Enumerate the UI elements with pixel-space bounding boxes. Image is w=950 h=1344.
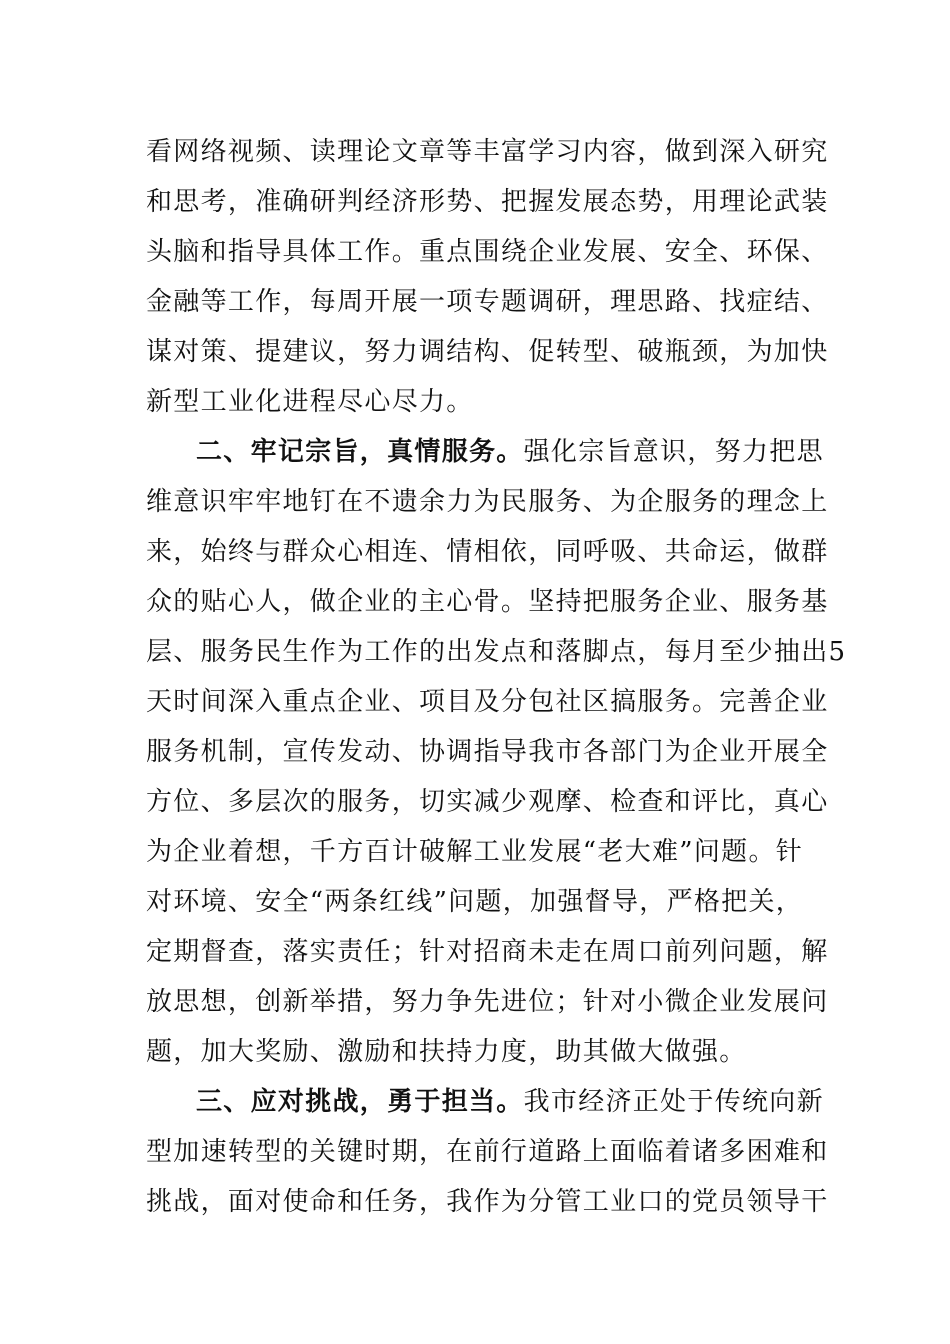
paragraph-line: 金融等工作，每周开展一项专题调研，理思路、找症结、 [146,287,829,317]
paragraph-line: 头脑和指导具体工作。重点围绕企业发展、安全、环保、 [146,237,829,267]
section-heading: 二、牢记宗旨，真情服务。 [196,437,524,467]
paragraph-line: 来，始终与群众心相连、情相依，同呼吸、共命运，做群 [146,537,829,567]
paragraph-line: 和思考，准确研判经济形势、把握发展态势，用理论武装 [146,187,829,217]
paragraph-line: 为企业着想，千方百计破解工业发展“老大难”问题。针 [146,837,804,867]
paragraph-line: 看网络视频、读理论文章等丰富学习内容，做到深入研究 [146,137,829,167]
paragraph-line: 题，加大奖励、激励和扶持力度，助其做大做强。 [146,1037,747,1067]
paragraph-line: 天时间深入重点企业、项目及分包社区搞服务。完善企业 [146,687,829,717]
paragraph-line: 层、服务民生作为工作的出发点和落脚点，每月至少抽出5 [146,637,847,667]
section-heading: 三、应对挑战，勇于担当。 [196,1087,524,1117]
section-text: 我市经济正处于传统向新 [523,1087,824,1117]
paragraph-line: 挑战，面对使命和任务，我作为分管工业口的党员领导干 [146,1187,829,1217]
paragraph-line: 新型工业化进程尽心尽力。 [146,387,474,417]
paragraph-line: 放思想，创新举措，努力争先进位；针对小微企业发展问 [146,987,829,1017]
paragraph-line: 众的贴心人，做企业的主心骨。坚持把服务企业、服务基 [146,587,829,617]
paragraph-line: 对环境、安全“两条红线”问题，加强督导，严格把关， [146,887,804,917]
section-text: 强化宗旨意识，努力把思 [523,437,824,467]
paragraph-line: 定期督查，落实责任；针对招商未走在周口前列问题，解 [146,937,829,967]
paragraph-line: 型加速转型的关键时期，在前行道路上面临着诸多困难和 [146,1137,829,1167]
paragraph-line: 方位、多层次的服务，切实减少观摩、检查和评比，真心 [146,787,829,817]
paragraph-line: 服务机制，宣传发动、协调指导我市各部门为企业开展全 [146,737,829,767]
section-first-line [196,1087,824,1117]
paragraph-line: 维意识牢牢地钉在不遗余力为民服务、为企服务的理念上 [146,487,829,517]
paragraph-line: 谋对策、提建议，努力调结构、促转型、破瓶颈，为加快 [146,337,829,367]
section-first-line [196,437,824,467]
